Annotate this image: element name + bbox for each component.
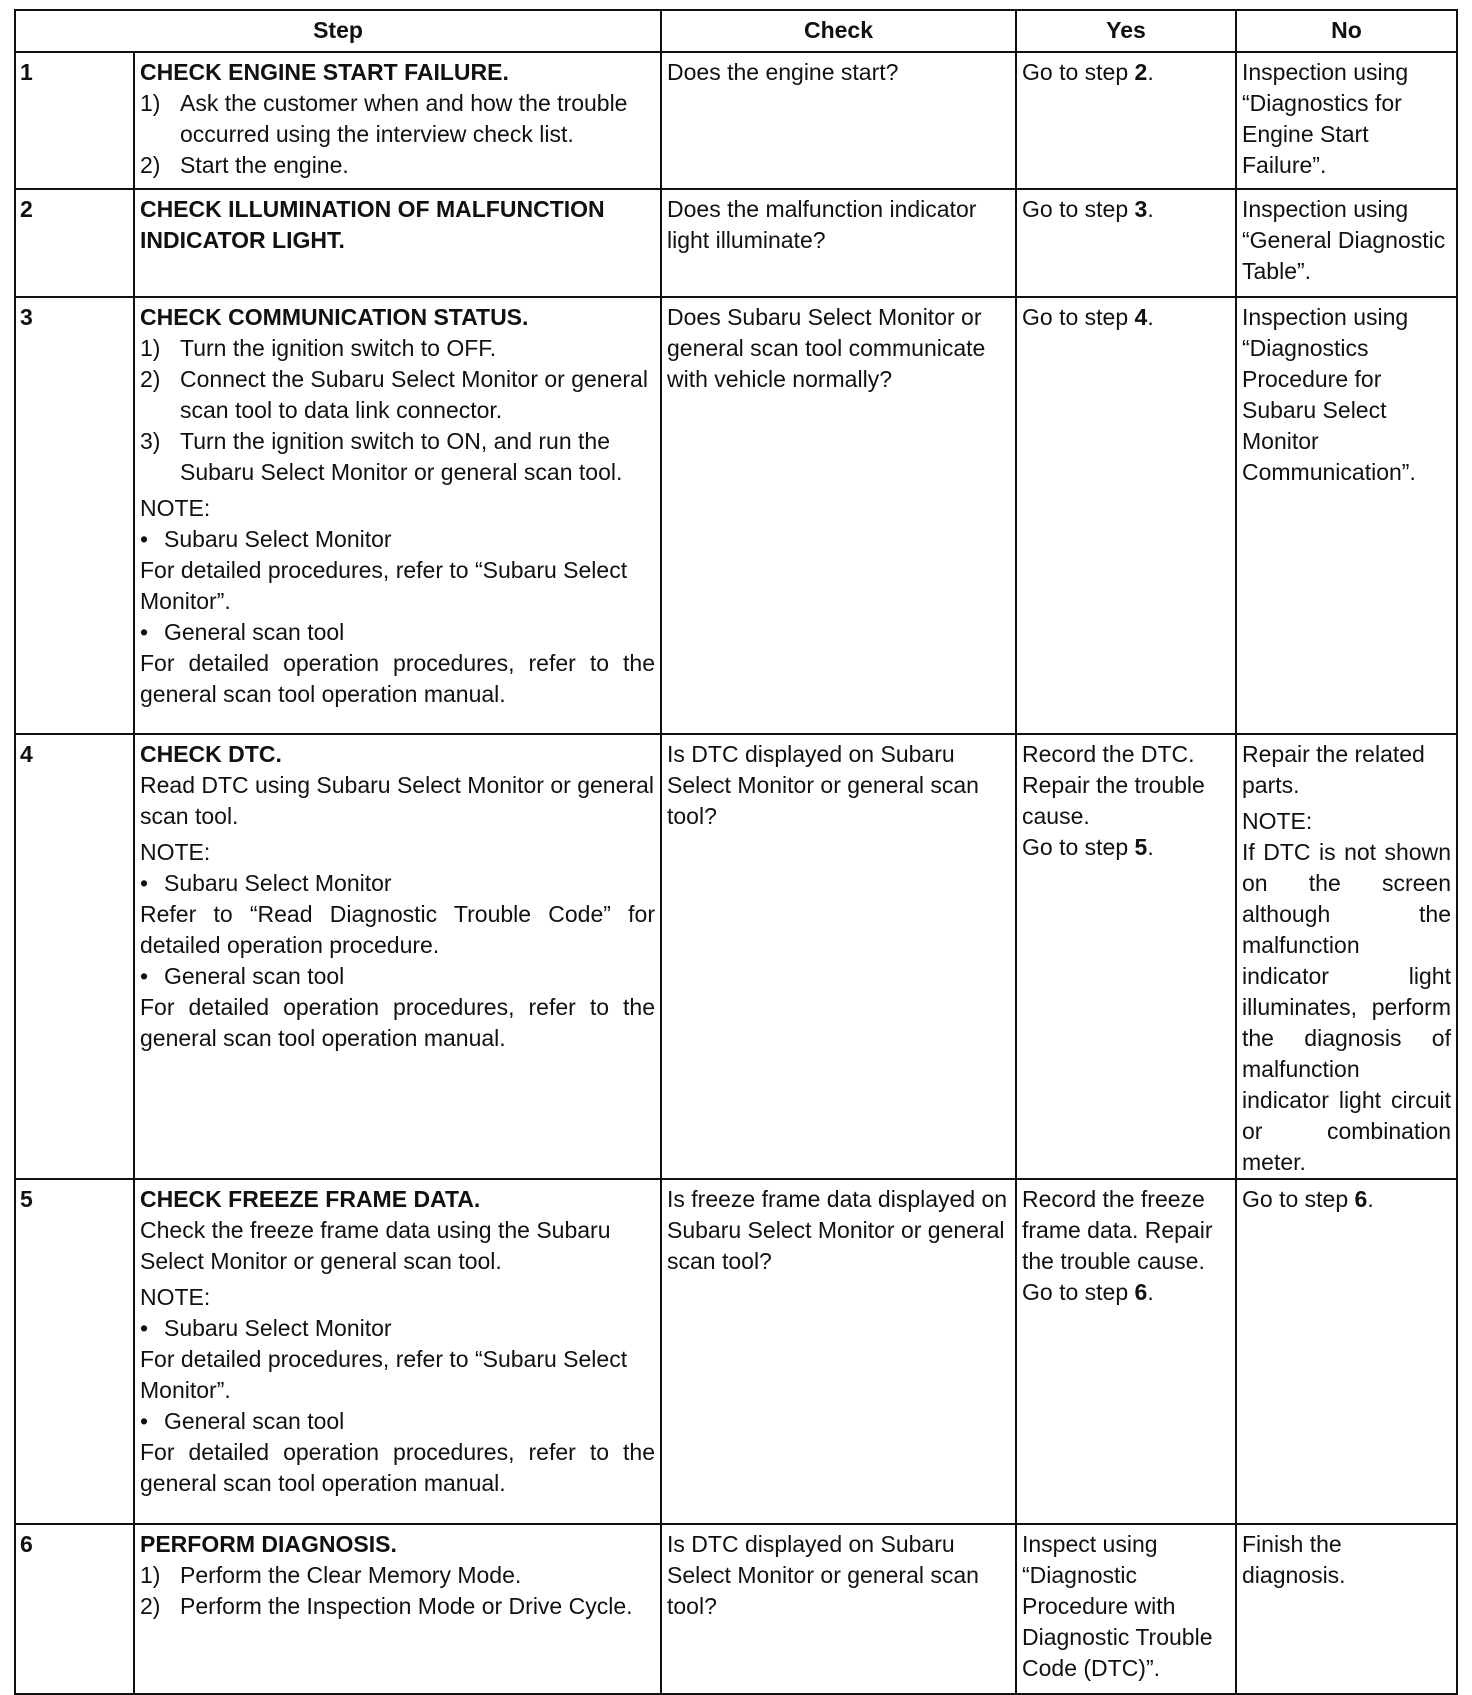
check-cell: Is DTC displayed on Subaru Select Monitor or general scan tool? bbox=[661, 734, 1016, 1179]
bullet-text: For detailed operation procedures, refer to the general scan tool operation manual. bbox=[140, 1439, 655, 1496]
check-cell: Is freeze frame data displayed on Subaru Select Monitor or general scan tool? bbox=[661, 1179, 1016, 1524]
no-cell: Inspection using “Diagnostics for Engine Start Failure”. bbox=[1236, 52, 1457, 189]
table-row bbox=[15, 189, 1457, 297]
step-item: 1) Ask the customer when and how the trouble occurred using the interview check list. bbox=[140, 90, 628, 147]
step-description bbox=[134, 52, 661, 189]
yes-cell: Go to step 4. bbox=[1016, 297, 1236, 734]
step-number: 6 bbox=[15, 1524, 134, 1694]
table-row bbox=[15, 1524, 1457, 1694]
step-title: CHECK ILLUMINATION OF MALFUNCTION INDICATOR LIGHT. bbox=[140, 196, 605, 253]
yes-cell: Go to step 2. bbox=[1016, 52, 1236, 189]
step-description bbox=[134, 1524, 661, 1694]
yes-cell: Inspect using “Diagnostic Procedure with Diagnostic Trouble Code (DTC)”. bbox=[1016, 1524, 1236, 1694]
step-item: 3) Turn the ignition switch to ON, and run the Subaru Select Monitor or general scan tool. bbox=[140, 428, 623, 485]
yes-cell: Record the freeze frame data. Repair the trouble cause. Go to step 6. bbox=[1016, 1179, 1236, 1524]
bullet-item: • Subaru Select Monitor bbox=[140, 870, 392, 896]
bullet-text: For detailed operation procedures, refer to the general scan tool operation manual. bbox=[140, 650, 655, 707]
bullet-item: • Subaru Select Monitor bbox=[140, 1315, 392, 1341]
step-title: CHECK COMMUNICATION STATUS. bbox=[140, 304, 529, 330]
no-cell: Repair the related parts. NOTE: If DTC is not shown on the screen although the malfunction indicator light illuminates, perform the diagnosis of malfunction indicator light circuit or combination meter. bbox=[1236, 734, 1457, 1179]
step-title: CHECK FREEZE FRAME DATA. bbox=[140, 1186, 481, 1212]
check-cell: Is DTC displayed on Subaru Select Monitor or general scan tool? bbox=[661, 1524, 1016, 1694]
step-description bbox=[134, 1179, 661, 1524]
step-item: 2) Connect the Subaru Select Monitor or general scan tool to data link connector. bbox=[140, 366, 648, 423]
yes-cell: Go to step 3. bbox=[1016, 189, 1236, 297]
note-label: NOTE: bbox=[140, 495, 211, 521]
step-title: PERFORM DIAGNOSIS. bbox=[140, 1531, 397, 1557]
header-no: No bbox=[1236, 10, 1457, 52]
step-intro: Read DTC using Subaru Select Monitor or general scan tool. bbox=[140, 772, 654, 829]
step-item: 1) Perform the Clear Memory Mode. bbox=[140, 1562, 522, 1588]
step-number: 2 bbox=[15, 189, 134, 297]
bullet-item: • Subaru Select Monitor bbox=[140, 526, 392, 552]
note-label: NOTE: bbox=[140, 1284, 211, 1310]
step-item: 1) Turn the ignition switch to OFF. bbox=[140, 335, 497, 361]
bullet-item: • General scan tool bbox=[140, 963, 345, 989]
step-number: 4 bbox=[15, 734, 134, 1179]
step-description bbox=[134, 734, 661, 1179]
table-row bbox=[15, 297, 1457, 734]
no-cell: Finish the diagnosis. bbox=[1236, 1524, 1457, 1694]
step-title: CHECK ENGINE START FAILURE. bbox=[140, 59, 509, 85]
bullet-text: For detailed procedures, refer to “Subaru Select Monitor”. bbox=[140, 557, 628, 614]
no-cell: Inspection using “General Diagnostic Table”. bbox=[1236, 189, 1457, 297]
table-header-row bbox=[15, 10, 1457, 52]
step-intro: Check the freeze frame data using the Subaru Select Monitor or general scan tool. bbox=[140, 1217, 611, 1274]
bullet-text: Refer to “Read Diagnostic Trouble Code” for detailed operation procedure. bbox=[140, 901, 655, 958]
table-row bbox=[15, 52, 1457, 189]
table-row bbox=[15, 734, 1457, 1179]
header-step: Step bbox=[15, 10, 661, 52]
step-title: CHECK DTC. bbox=[140, 741, 282, 767]
header-yes: Yes bbox=[1016, 10, 1236, 52]
bullet-text: For detailed operation procedures, refer to the general scan tool operation manual. bbox=[140, 994, 655, 1051]
no-cell: Go to step 6. bbox=[1236, 1179, 1457, 1524]
step-number: 3 bbox=[15, 297, 134, 734]
step-number: 1 bbox=[15, 52, 134, 189]
note-label: NOTE: bbox=[140, 839, 211, 865]
no-cell: Inspection using “Diagnostics Procedure for Subaru Select Monitor Communication”. bbox=[1236, 297, 1457, 734]
check-cell: Does the engine start? bbox=[661, 52, 1016, 189]
step-description bbox=[134, 297, 661, 734]
bullet-text: For detailed procedures, refer to “Subaru Select Monitor”. bbox=[140, 1346, 628, 1403]
bullet-item: • General scan tool bbox=[140, 619, 345, 645]
step-item: 2) Perform the Inspection Mode or Drive Cycle. bbox=[140, 1593, 633, 1619]
header-check: Check bbox=[661, 10, 1016, 52]
table-row bbox=[15, 1179, 1457, 1524]
note-label: NOTE: bbox=[1242, 808, 1313, 834]
step-number: 5 bbox=[15, 1179, 134, 1524]
diagnostic-procedure-table bbox=[14, 9, 1458, 1695]
yes-cell: Record the DTC. Repair the trouble cause. Go to step 5. bbox=[1016, 734, 1236, 1179]
check-cell: Does Subaru Select Monitor or general scan tool communicate with vehicle normally? bbox=[661, 297, 1016, 734]
bullet-item: • General scan tool bbox=[140, 1408, 345, 1434]
step-description bbox=[134, 189, 661, 297]
check-cell: Does the malfunction indicator light illuminate? bbox=[661, 189, 1016, 297]
step-item: 2) Start the engine. bbox=[140, 152, 349, 178]
